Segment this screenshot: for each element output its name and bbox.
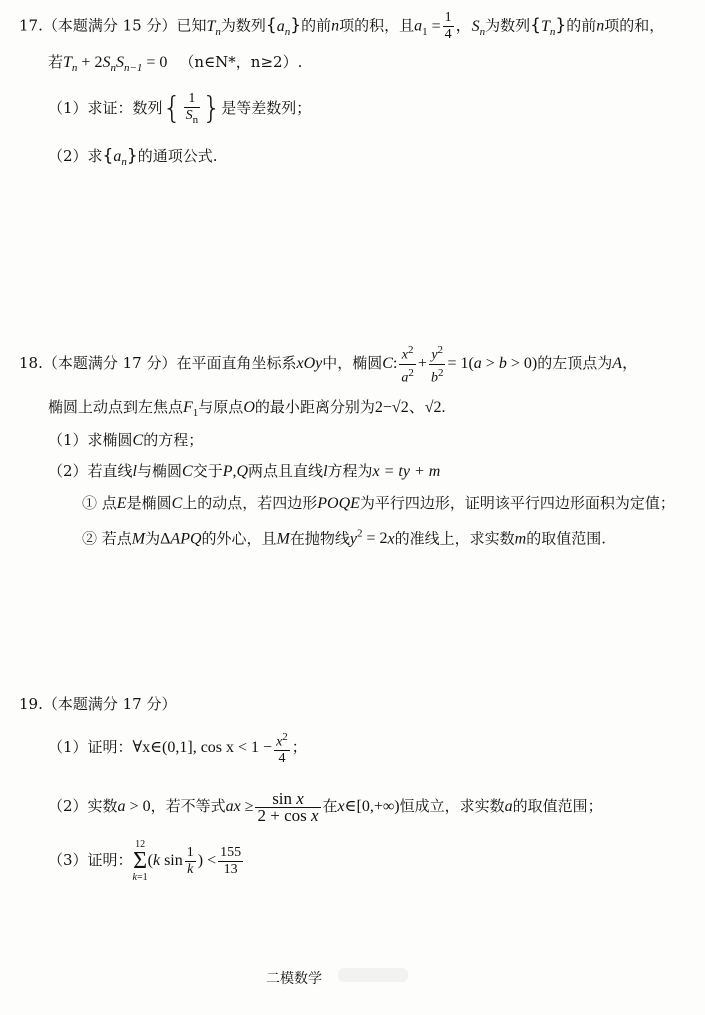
q19-text: 恒成立，求实数 bbox=[399, 797, 505, 815]
q17-number: 17. bbox=[19, 16, 43, 35]
q18-line-equation: x = ty + m bbox=[372, 463, 441, 480]
q18-frac-x: $\frac{x^2}{a^2}$ bbox=[401, 344, 414, 386]
q18-sub2-label: ② 若点 bbox=[82, 529, 132, 548]
q19-sum-symbol: 12 Σ k=1 bbox=[132, 839, 148, 883]
q18-score: （本题满分 17 分） bbox=[42, 354, 177, 373]
q17-condition: （n∈N*，n≥2）. bbox=[179, 53, 303, 71]
q17-text: 为数列 bbox=[485, 16, 531, 35]
q19-part1 bbox=[48, 727, 307, 768]
q19-text: 的取值范围； bbox=[512, 797, 603, 815]
q18-line2: 椭圆上动点到左焦点$F_1$与原点O的最小距离分别为2−√2、√2. bbox=[48, 398, 446, 420]
q18-line1: 18.（本题满分 17 分）在平面直角坐标系xOy中，椭圆C: $\frac{x^2}{a^2}$ + $\frac{y^2}{b^2}$ = 1(a > b > 0)的左顶点为A， bbox=[19, 344, 638, 386]
q18-number: 18. bbox=[19, 354, 43, 373]
q18-text: 在平面直角坐标系 bbox=[176, 354, 297, 373]
q17-part2-label: （2）求 bbox=[48, 147, 103, 165]
q18-text: 的外心，且 bbox=[201, 529, 277, 548]
q19-part2-label: （2）实数 bbox=[48, 797, 118, 815]
q19-frac-sin: $\frac{\text{sin x}}{\text{2 + cos x}}$ bbox=[257, 788, 319, 825]
q17-frac-a1: $\frac{1}{4}$ bbox=[444, 10, 452, 42]
q18-text: 方程为 bbox=[327, 462, 373, 480]
q17-text: 已知 bbox=[176, 16, 207, 35]
q18-text: 为 bbox=[145, 529, 161, 548]
q17-score: （本题满分 15 分） bbox=[42, 16, 177, 35]
q17-text: 的通项公式. bbox=[137, 147, 218, 165]
q18-text: 的方程； bbox=[143, 431, 204, 449]
q18-text: 的左顶点为 bbox=[537, 354, 613, 373]
q19-frac-1-over-k: $\frac{1}{k}$ bbox=[186, 844, 194, 877]
q18-text: 的最小距离分别为 bbox=[254, 398, 375, 416]
q19-frac-155-13: $\frac{155}{13}$ bbox=[220, 844, 242, 877]
q17-part1: （1）求证：数列{ $\frac{1}{S_n}$ }是等差数列； bbox=[48, 90, 312, 126]
q19-number: 19. bbox=[19, 695, 43, 713]
q17-line1: 17.（本题满分 15 分）已知$T_n$为数列$\{a_n\}$的前n项的积，且$a_1$ = $\frac{1}{4}$ ，$S_n$为数列$\{T_n\}$的前n项的和， bbox=[19, 10, 665, 42]
q19-part3: （3）证明： 12 Σ k=1 (k sin $\frac{1}{k}$ ) < $\frac{155}{13}$ bbox=[48, 839, 242, 883]
q18-text: 的准线上，求实数 bbox=[394, 529, 515, 548]
q18-text: 与椭圆 bbox=[137, 462, 183, 480]
q18-text: 在抛物线 bbox=[289, 529, 350, 548]
q18-part2: （2）若直线l与椭圆C交于P,Q两点且直线l方程为x = ty + m bbox=[48, 462, 441, 480]
q17-part1-label: （1）求证：数列 bbox=[48, 99, 163, 117]
q17-text: 项的积，且 bbox=[339, 16, 415, 35]
q18-text: 中，椭圆 bbox=[322, 354, 383, 373]
scan-smudge bbox=[338, 968, 408, 982]
q18-text: 椭圆上动点到左焦点 bbox=[48, 398, 184, 416]
q18-distances: 2−√2、√2. bbox=[374, 399, 446, 416]
q18-text: 交于 bbox=[192, 462, 223, 480]
q17-line2: 若$T_n + 2S_nS_{n-1} = 0$ （n∈N*，n≥2）. bbox=[48, 53, 303, 75]
q18-text: 与原点 bbox=[198, 398, 244, 416]
q19-frac-x2-over-4: $\frac{x^2}{4}$ bbox=[276, 730, 288, 767]
q19-part2: （2）实数a > 0，若不等式ax ≥ $\frac{\text{sin x}}{\text{2 + cos x}}$ 在x∈[0,+∞)恒成立，求实数a的取值范围； bbox=[48, 788, 603, 825]
q18-frac-y: $\frac{y^2}{b^2}$ bbox=[430, 344, 444, 386]
q18-text: 为平行四边形，证明该平行四边形面积为定值； bbox=[359, 494, 675, 512]
q18-text: 上的动点，若四边形 bbox=[182, 494, 318, 512]
q18-part1-label: （1）求椭圆 bbox=[48, 431, 133, 449]
q17-part2: （2）求$\{a_n\}$的通项公式. bbox=[48, 146, 218, 169]
q18-sub1: ① 点E是椭圆C上的动点，若四边形POQE为平行四边形，证明该平行四边形面积为定值； bbox=[82, 494, 675, 512]
q17-text: 若 bbox=[48, 53, 64, 71]
q18-text: 两点且直线 bbox=[248, 462, 324, 480]
q17-frac-1-over-sn: $\frac{1}{S_n}$ bbox=[185, 90, 199, 126]
q18-text: 的取值范围. bbox=[526, 529, 606, 548]
q17-text: 的前 bbox=[566, 16, 597, 35]
q19-text: ； bbox=[291, 738, 307, 756]
q19-line1 bbox=[19, 694, 176, 714]
q18-part1: （1）求椭圆C的方程； bbox=[48, 431, 204, 449]
q18-text: 是椭圆 bbox=[126, 494, 172, 512]
q19-part3-label: （3）证明： bbox=[48, 851, 133, 869]
q18-sub2: ② 若点M为ΔAPQ的外心，且M在抛物线$y^2 = 2x$的准线上，求实数m的取值范围. bbox=[82, 528, 606, 548]
q19-part1-label: （1）证明： bbox=[48, 738, 133, 756]
q19-part1-math: ∀x∈(0,1], cos x < 1 − bbox=[132, 739, 273, 756]
q19-text: ，若不等式 bbox=[150, 797, 226, 815]
q17-text: 项的和， bbox=[604, 16, 665, 35]
q17-text: 是等差数列； bbox=[221, 99, 312, 117]
q17-text: 为数列 bbox=[220, 16, 266, 35]
q18-sub1-label: ① 点 bbox=[82, 494, 117, 512]
q19-text: 在 bbox=[322, 797, 338, 815]
q19-score: （本题满分 17 分） bbox=[42, 695, 177, 713]
q18-part2-label: （2）若直线 bbox=[48, 462, 133, 480]
q17-text: 的前 bbox=[301, 16, 332, 35]
page-footer: 二模数学 bbox=[266, 971, 322, 987]
